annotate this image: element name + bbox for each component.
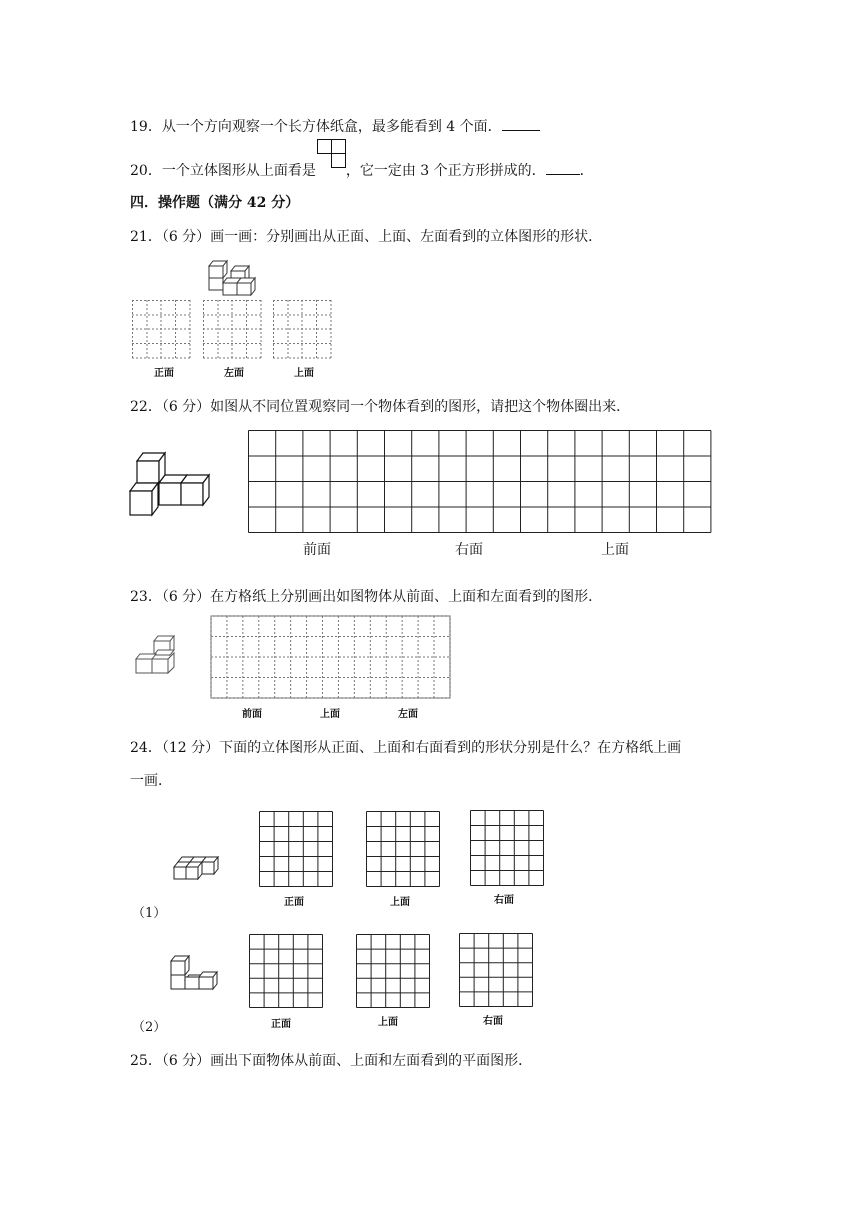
q24-part1-view-front: 正面 [284,897,304,908]
question-25-text: 25．（6 分）画出下面物体从前面、上面和左面看到的平面图形． [130,1053,533,1069]
q24-part1-label: （1） [132,906,167,921]
question-19 [130,116,540,136]
question-24-text-line2: 一画． [130,773,172,789]
question-20-text-after: ，它一定由 3 个正方形拼成的． [345,163,546,179]
q21-cube-figure [205,256,265,300]
answer-blank-19[interactable] [502,116,540,131]
q24-part2-grid-front[interactable] [250,935,323,1008]
q24-part2-grid-top[interactable] [357,935,430,1008]
q23-dotted-grid [210,615,452,699]
question-19-text: 19．从一个方向观察一个长方体纸盒，最多能看到 4 个面． [130,119,502,135]
question-20-period: ． [579,163,594,179]
q23-label-top: 上面 [320,709,340,720]
q21-grid-lines [132,300,331,358]
q24-part2-label: （2） [132,1020,167,1035]
top-view-figure [316,161,346,175]
q22-grid-lines[interactable] [249,431,711,533]
q24-part1-view-right: 右面 [494,895,514,906]
q24-part2-view-right: 右面 [483,1016,503,1027]
q23-cube-figure [134,633,182,685]
q23-grid-lines[interactable] [211,616,450,698]
top-view-shape-icon [317,139,347,175]
q24-part1-view-top: 上面 [390,897,410,908]
q21-label-left: 左面 [224,368,244,379]
q22-grid [248,430,712,534]
q23-label-front: 前面 [242,709,262,720]
q24-part2-grid-right[interactable] [460,934,533,1007]
q24-part2-view-top: 上面 [378,1017,398,1028]
question-24-text-line1: 24．（12 分）下面的立体图形从正面、上面和右面看到的形状分别是什么？在方格纸上画 [130,740,682,756]
question-23-text: 23．（6 分）在方格纸上分别画出如图物体从前面、上面和左面看到的图形． [130,589,603,605]
q23-label-left: 左面 [398,709,418,720]
question-21-text: 21．（6 分）画一画：分别画出从正面、上面、左面看到的立体图形的形状． [130,229,603,245]
q22-label-right: 右面 [455,542,483,558]
q24-part1-grid-right[interactable] [471,811,544,886]
q22-label-top: 上面 [601,542,629,558]
q24-part1-cube-figure [172,854,228,886]
q24-part2-grids [248,931,548,1011]
q21-label-front: 正面 [154,368,174,379]
question-22-text: 22．（6 分）如图从不同位置观察同一个物体看到的图形，请把这个物体圈出来． [130,399,631,415]
q22-label-front: 前面 [303,542,331,558]
q24-part2-view-front: 正面 [271,1019,291,1030]
q21-label-top: 上面 [294,368,314,379]
section-title: 四．操作题（满分 42 分） [130,195,300,211]
q24-part1-grid-front[interactable] [260,812,333,887]
q22-cube-figure [129,451,221,521]
question-20-text-before: 20．一个立体图形从上面看是 [130,163,316,179]
question-20 [130,160,594,180]
q21-dotted-grids [132,300,332,364]
answer-blank-20[interactable] [546,160,580,175]
q24-part1-grid-top[interactable] [367,812,440,887]
q24-part2-cube-figure [168,952,228,996]
q24-part1-grids [258,809,558,889]
